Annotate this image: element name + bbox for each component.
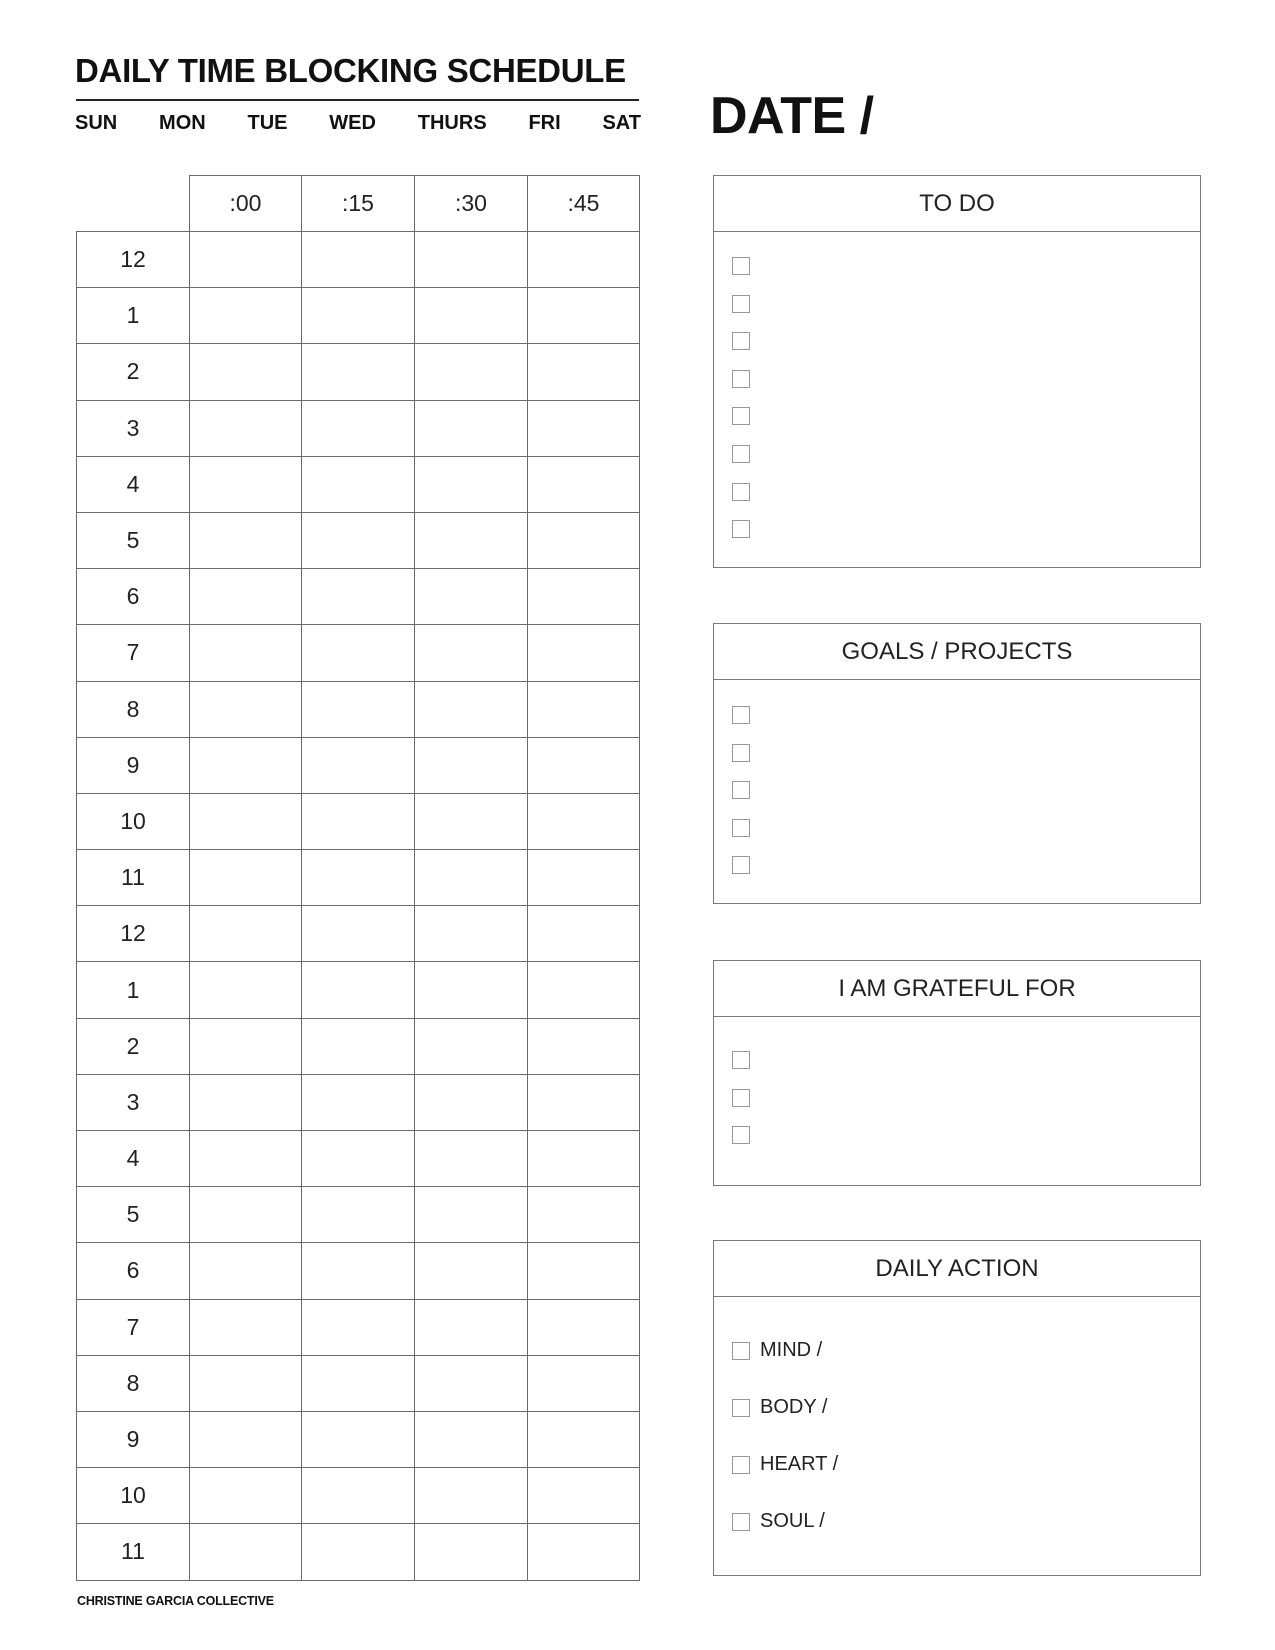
checklist-item[interactable] bbox=[732, 257, 750, 275]
time-slot-cell[interactable] bbox=[528, 1187, 640, 1243]
schedule-row bbox=[77, 512, 640, 568]
time-slot-cell[interactable] bbox=[528, 962, 640, 1018]
schedule-row bbox=[77, 1074, 640, 1130]
day-sun[interactable]: SUN bbox=[75, 112, 118, 134]
time-slot-cell[interactable] bbox=[415, 1131, 528, 1187]
checkbox[interactable] bbox=[732, 483, 750, 501]
hour-label: 8 bbox=[77, 681, 190, 737]
checkbox[interactable] bbox=[732, 257, 750, 275]
hour-label: 8 bbox=[77, 1355, 190, 1411]
checkbox[interactable] bbox=[732, 744, 750, 762]
checklist-item[interactable] bbox=[732, 483, 750, 501]
checkbox[interactable] bbox=[732, 1342, 750, 1360]
time-slot-cell[interactable] bbox=[302, 1468, 415, 1524]
action-label: MIND / bbox=[760, 1339, 823, 1361]
hour-label: 11 bbox=[77, 850, 190, 906]
time-slot-cell[interactable] bbox=[415, 1524, 528, 1580]
time-slot-cell[interactable] bbox=[415, 962, 528, 1018]
schedule-header-row bbox=[77, 176, 640, 232]
day-fri[interactable]: FRI bbox=[528, 112, 561, 134]
date-field[interactable]: DATE / bbox=[710, 87, 874, 145]
time-slot-cell[interactable] bbox=[528, 288, 640, 344]
hour-label: 9 bbox=[77, 737, 190, 793]
time-slot-cell[interactable] bbox=[415, 1243, 528, 1299]
time-slot-cell[interactable] bbox=[190, 288, 302, 344]
checkbox[interactable] bbox=[732, 781, 750, 799]
time-slot-cell[interactable] bbox=[302, 625, 415, 681]
time-slot-cell[interactable] bbox=[528, 1074, 640, 1130]
time-slot-cell[interactable] bbox=[528, 569, 640, 625]
time-slot-cell[interactable] bbox=[190, 1299, 302, 1355]
time-slot-cell[interactable] bbox=[190, 793, 302, 849]
checklist-item[interactable] bbox=[732, 407, 750, 425]
checkbox[interactable] bbox=[732, 445, 750, 463]
time-slot-cell[interactable] bbox=[415, 850, 528, 906]
action-item-mind[interactable] bbox=[732, 1339, 822, 1362]
time-slot-cell[interactable] bbox=[528, 1411, 640, 1467]
schedule-row bbox=[77, 400, 640, 456]
time-slot-cell[interactable] bbox=[528, 1243, 640, 1299]
schedule-row bbox=[77, 962, 640, 1018]
time-slot-cell[interactable] bbox=[528, 906, 640, 962]
schedule-row bbox=[77, 232, 640, 288]
time-slot-cell[interactable] bbox=[190, 512, 302, 568]
checkbox[interactable] bbox=[732, 856, 750, 874]
time-slot-cell[interactable] bbox=[415, 400, 528, 456]
checklist-item[interactable] bbox=[732, 520, 750, 538]
schedule-row bbox=[77, 1299, 640, 1355]
time-slot-cell[interactable] bbox=[302, 1018, 415, 1074]
time-slot-cell[interactable] bbox=[190, 737, 302, 793]
checkbox[interactable] bbox=[732, 706, 750, 724]
schedule-row bbox=[77, 681, 640, 737]
weekday-selector bbox=[75, 112, 641, 135]
checkbox[interactable] bbox=[732, 1513, 750, 1531]
checkbox[interactable] bbox=[732, 295, 750, 313]
day-tue[interactable]: TUE bbox=[247, 112, 288, 134]
time-slot-cell[interactable] bbox=[528, 1018, 640, 1074]
time-slot-cell[interactable] bbox=[415, 569, 528, 625]
grateful-title: I AM GRATEFUL FOR bbox=[714, 961, 1200, 1017]
time-slot-cell[interactable] bbox=[302, 962, 415, 1018]
grateful-panel bbox=[713, 960, 1201, 1186]
action-item-heart[interactable] bbox=[732, 1453, 838, 1476]
checkbox[interactable] bbox=[732, 1089, 750, 1107]
time-slot-cell[interactable] bbox=[415, 1074, 528, 1130]
time-slot-cell[interactable] bbox=[528, 850, 640, 906]
time-slot-cell[interactable] bbox=[190, 1074, 302, 1130]
hour-label: 4 bbox=[77, 1131, 190, 1187]
time-slot-cell[interactable] bbox=[528, 1524, 640, 1580]
corner-cell bbox=[77, 176, 190, 232]
checklist-item[interactable] bbox=[732, 295, 750, 313]
time-slot-cell[interactable] bbox=[528, 681, 640, 737]
schedule-row bbox=[77, 1018, 640, 1074]
hour-label: 12 bbox=[77, 232, 190, 288]
action-label: SOUL / bbox=[760, 1510, 825, 1532]
action-item-body[interactable] bbox=[732, 1396, 827, 1419]
time-slot-cell[interactable] bbox=[528, 793, 640, 849]
time-slot-cell[interactable] bbox=[415, 1468, 528, 1524]
hour-label: 1 bbox=[77, 962, 190, 1018]
time-slot-cell[interactable] bbox=[302, 1131, 415, 1187]
time-slot-cell[interactable] bbox=[415, 737, 528, 793]
time-slot-cell[interactable] bbox=[302, 1524, 415, 1580]
day-mon[interactable]: MON bbox=[159, 112, 206, 134]
checklist-item[interactable] bbox=[732, 1051, 750, 1069]
checkbox[interactable] bbox=[732, 370, 750, 388]
schedule-row bbox=[77, 737, 640, 793]
time-slot-cell[interactable] bbox=[528, 456, 640, 512]
time-slot-cell[interactable] bbox=[528, 625, 640, 681]
time-slot-cell[interactable] bbox=[415, 793, 528, 849]
time-slot-cell[interactable] bbox=[302, 681, 415, 737]
schedule-row bbox=[77, 625, 640, 681]
checkbox[interactable] bbox=[732, 1399, 750, 1417]
time-slot-cell[interactable] bbox=[528, 1468, 640, 1524]
checklist-item[interactable] bbox=[732, 1126, 750, 1144]
hour-label: 5 bbox=[77, 1187, 190, 1243]
checkbox[interactable] bbox=[732, 520, 750, 538]
hour-label: 10 bbox=[77, 1468, 190, 1524]
hour-label: 2 bbox=[77, 1018, 190, 1074]
checklist-item[interactable] bbox=[732, 1089, 750, 1107]
time-slot-cell[interactable] bbox=[528, 232, 640, 288]
time-slot-cell[interactable] bbox=[190, 1018, 302, 1074]
footer-brand: CHRISTINE GARCIA COLLECTIVE bbox=[77, 1594, 274, 1608]
schedule-row bbox=[77, 906, 640, 962]
time-slot-cell[interactable] bbox=[415, 288, 528, 344]
checklist-item[interactable] bbox=[732, 332, 750, 350]
column-header-15: :15 bbox=[302, 176, 415, 232]
time-slot-cell[interactable] bbox=[190, 1411, 302, 1467]
time-slot-cell[interactable] bbox=[190, 1131, 302, 1187]
hour-label: 6 bbox=[77, 1243, 190, 1299]
time-slot-cell[interactable] bbox=[415, 232, 528, 288]
time-slot-cell[interactable] bbox=[190, 232, 302, 288]
time-slot-cell[interactable] bbox=[528, 400, 640, 456]
column-header-45: :45 bbox=[528, 176, 640, 232]
title-divider bbox=[76, 99, 639, 101]
checklist-item[interactable] bbox=[732, 819, 750, 837]
time-slot-cell[interactable] bbox=[190, 1243, 302, 1299]
time-slot-cell[interactable] bbox=[190, 962, 302, 1018]
time-slot-cell[interactable] bbox=[190, 625, 302, 681]
schedule-row bbox=[77, 1524, 640, 1580]
time-slot-cell[interactable] bbox=[190, 1187, 302, 1243]
time-slot-cell[interactable] bbox=[415, 625, 528, 681]
time-slot-cell[interactable] bbox=[190, 681, 302, 737]
day-thurs[interactable]: THURS bbox=[417, 112, 487, 134]
checkbox[interactable] bbox=[732, 332, 750, 350]
time-slot-cell[interactable] bbox=[415, 1187, 528, 1243]
todo-title: TO DO bbox=[714, 176, 1200, 232]
time-slot-cell[interactable] bbox=[528, 512, 640, 568]
checklist-item[interactable] bbox=[732, 856, 750, 874]
time-slot-cell[interactable] bbox=[528, 344, 640, 400]
time-slot-cell[interactable] bbox=[302, 1355, 415, 1411]
time-slot-cell[interactable] bbox=[415, 456, 528, 512]
schedule-row bbox=[77, 1243, 640, 1299]
time-slot-cell[interactable] bbox=[302, 288, 415, 344]
hour-label: 9 bbox=[77, 1411, 190, 1467]
goals-panel bbox=[713, 623, 1201, 904]
schedule-row bbox=[77, 850, 640, 906]
hour-label: 2 bbox=[77, 344, 190, 400]
time-slot-cell[interactable] bbox=[415, 1355, 528, 1411]
time-slot-cell[interactable] bbox=[302, 1243, 415, 1299]
schedule-row bbox=[77, 1468, 640, 1524]
time-slot-cell[interactable] bbox=[190, 344, 302, 400]
time-slot-cell[interactable] bbox=[415, 681, 528, 737]
hour-label: 7 bbox=[77, 1299, 190, 1355]
time-slot-cell[interactable] bbox=[302, 456, 415, 512]
hour-label: 10 bbox=[77, 793, 190, 849]
day-wed[interactable]: WED bbox=[329, 112, 376, 134]
checkbox[interactable] bbox=[732, 1456, 750, 1474]
action-label: BODY / bbox=[760, 1396, 828, 1418]
time-slot-cell[interactable] bbox=[302, 1411, 415, 1467]
hour-label: 7 bbox=[77, 625, 190, 681]
time-slot-cell[interactable] bbox=[415, 1411, 528, 1467]
column-header-00: :00 bbox=[190, 176, 302, 232]
time-slot-cell[interactable] bbox=[190, 1468, 302, 1524]
action-label: HEART / bbox=[760, 1453, 839, 1475]
time-slot-cell[interactable] bbox=[302, 400, 415, 456]
daily-action-title: DAILY ACTION bbox=[714, 1241, 1200, 1297]
hour-label: 5 bbox=[77, 512, 190, 568]
time-slot-cell[interactable] bbox=[415, 512, 528, 568]
hour-label: 1 bbox=[77, 288, 190, 344]
time-slot-cell[interactable] bbox=[302, 232, 415, 288]
time-slot-cell[interactable] bbox=[415, 1018, 528, 1074]
schedule-row bbox=[77, 569, 640, 625]
hour-label: 11 bbox=[77, 1524, 190, 1580]
time-slot-cell[interactable] bbox=[302, 1299, 415, 1355]
checkbox[interactable] bbox=[732, 1126, 750, 1144]
time-slot-cell[interactable] bbox=[302, 793, 415, 849]
schedule-row bbox=[77, 288, 640, 344]
checkbox[interactable] bbox=[732, 1051, 750, 1069]
checkbox[interactable] bbox=[732, 407, 750, 425]
checklist-item[interactable] bbox=[732, 781, 750, 799]
daily-action-panel bbox=[713, 1240, 1201, 1576]
schedule-row bbox=[77, 456, 640, 512]
time-slot-cell[interactable] bbox=[302, 850, 415, 906]
time-slot-cell[interactable] bbox=[302, 906, 415, 962]
schedule-row bbox=[77, 1187, 640, 1243]
hour-label: 12 bbox=[77, 906, 190, 962]
schedule-row bbox=[77, 1355, 640, 1411]
schedule-grid bbox=[76, 175, 639, 1581]
time-slot-cell[interactable] bbox=[415, 906, 528, 962]
goals-title: GOALS / PROJECTS bbox=[714, 624, 1200, 680]
hour-label: 3 bbox=[77, 1074, 190, 1130]
schedule-row bbox=[77, 1411, 640, 1467]
schedule-row bbox=[77, 1131, 640, 1187]
checklist-item[interactable] bbox=[732, 370, 750, 388]
time-slot-cell[interactable] bbox=[190, 906, 302, 962]
day-sat[interactable]: SAT bbox=[602, 112, 641, 134]
time-slot-cell[interactable] bbox=[302, 512, 415, 568]
checklist-item[interactable] bbox=[732, 706, 750, 724]
time-slot-cell[interactable] bbox=[302, 1074, 415, 1130]
time-slot-cell[interactable] bbox=[528, 1355, 640, 1411]
hour-label: 6 bbox=[77, 569, 190, 625]
time-slot-cell[interactable] bbox=[190, 850, 302, 906]
column-header-30: :30 bbox=[415, 176, 528, 232]
checklist-item[interactable] bbox=[732, 744, 750, 762]
time-slot-cell[interactable] bbox=[190, 1524, 302, 1580]
time-slot-cell[interactable] bbox=[190, 400, 302, 456]
checklist-item[interactable] bbox=[732, 445, 750, 463]
time-slot-cell[interactable] bbox=[190, 1355, 302, 1411]
time-slot-cell[interactable] bbox=[528, 1299, 640, 1355]
todo-panel bbox=[713, 175, 1201, 568]
hour-label: 3 bbox=[77, 400, 190, 456]
hour-label: 4 bbox=[77, 456, 190, 512]
schedule-row bbox=[77, 344, 640, 400]
time-slot-cell[interactable] bbox=[302, 1187, 415, 1243]
time-slot-cell[interactable] bbox=[528, 737, 640, 793]
time-slot-cell[interactable] bbox=[302, 737, 415, 793]
time-slot-cell[interactable] bbox=[302, 344, 415, 400]
time-slot-cell[interactable] bbox=[190, 569, 302, 625]
time-slot-cell[interactable] bbox=[302, 569, 415, 625]
time-slot-cell[interactable] bbox=[415, 344, 528, 400]
checkbox[interactable] bbox=[732, 819, 750, 837]
schedule-row bbox=[77, 793, 640, 849]
action-item-soul[interactable] bbox=[732, 1510, 825, 1533]
page-title: DAILY TIME BLOCKING SCHEDULE bbox=[75, 52, 626, 89]
time-slot-cell[interactable] bbox=[190, 456, 302, 512]
time-slot-cell[interactable] bbox=[528, 1131, 640, 1187]
time-slot-cell[interactable] bbox=[415, 1299, 528, 1355]
